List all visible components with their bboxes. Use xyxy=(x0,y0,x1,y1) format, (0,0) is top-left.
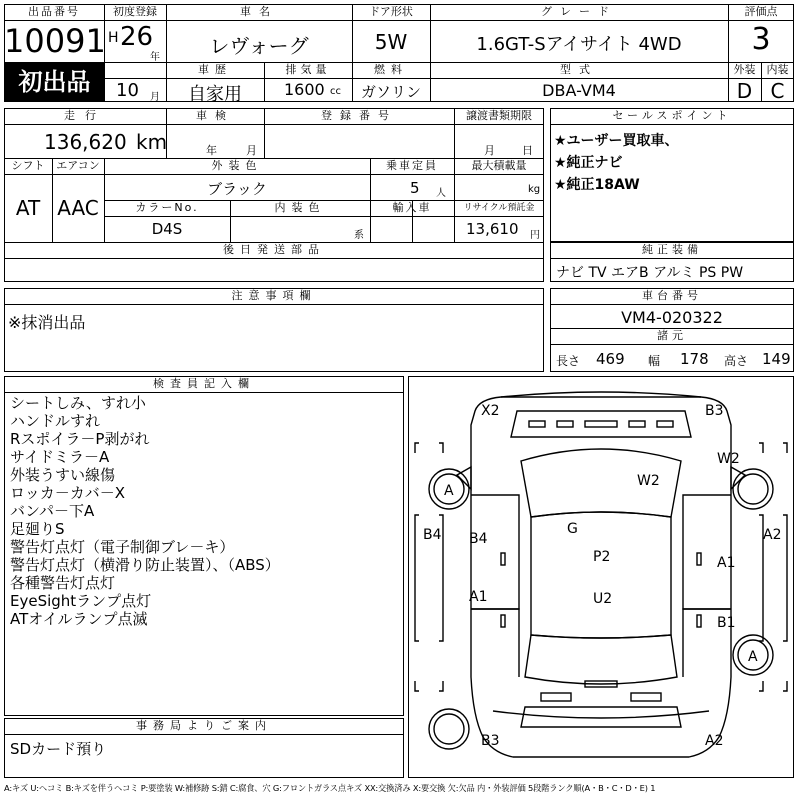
notes-label: 注意事項欄 xyxy=(231,289,317,302)
fuel-label: 燃料 xyxy=(374,63,408,76)
height-value: 149 xyxy=(762,350,791,368)
mark-a-left-wheel: A xyxy=(444,483,454,499)
load-label: 最大積載量 xyxy=(471,159,527,172)
first-reg-year: 26 xyxy=(120,22,154,52)
color-no-label: カラーNo. xyxy=(135,201,199,214)
mark-a2-right: A2 xyxy=(763,527,782,543)
recycle-unit: 円 xyxy=(530,230,540,241)
sales-point-1: ★ユーザー買取車、 xyxy=(554,133,679,149)
car-body-diagram xyxy=(409,377,793,777)
inspector-note: 警告灯点灯（横滑り防止装置）、（ABS） xyxy=(10,556,280,574)
office-label: 事務局よりご案内 xyxy=(136,719,272,732)
mark-b1-right: B1 xyxy=(717,615,736,631)
doors-label: ドア形状 xyxy=(369,5,413,18)
chassis-value: VM4-020322 xyxy=(621,308,723,327)
lot-number: 10091 xyxy=(4,22,106,60)
mileage-label: 走行 xyxy=(64,109,106,122)
ac-value: AAC xyxy=(57,196,99,220)
legend-text: A:キズ U:ヘコミ B:キズを伴うヘコミ P:要塗装 W:補修跡 S:錆 C:腐食、穴 G:フロントガラス点キズ XX:交換済み X:要交換 欠:欠品 内・外装評価 5段階ランク順(A・B・C・D・E) 1 xyxy=(4,783,656,793)
first-reg-label: 初度登録 xyxy=(113,5,157,18)
height-label: 高さ xyxy=(724,354,749,368)
mileage-value: 136,620 xyxy=(44,130,127,154)
mark-g: G xyxy=(567,521,578,537)
inspector-note: サイドミラ－A xyxy=(10,448,110,466)
equipment-value: ナビ TV エアB アルミ PS PW xyxy=(556,265,744,281)
first-reg-month-unit: 月 xyxy=(150,92,160,103)
inspector-note: 各種警告灯点灯 xyxy=(10,574,116,592)
displacement-value: 1600 xyxy=(284,80,325,99)
inspector-note: ハンドルすれ xyxy=(10,412,101,430)
capacity-value: 5 xyxy=(410,179,420,197)
history-label: 車歴 xyxy=(198,63,232,76)
rating-label: 評価点 xyxy=(744,5,778,18)
inspector-note: Rスポイラ－P剥がれ xyxy=(10,430,150,448)
mileage-unit: km xyxy=(136,130,168,154)
int-rating-label: 内装 xyxy=(766,63,789,76)
shift-label: シフト xyxy=(11,159,45,172)
inspector-note: バンパ－下A xyxy=(10,502,95,520)
first-reg-era: H xyxy=(108,30,119,46)
mark-u2: U2 xyxy=(593,591,613,607)
exterior-value: ブラック xyxy=(207,180,267,198)
mark-a2-bottom: A2 xyxy=(705,733,724,749)
car-name-label: 車名 xyxy=(240,5,278,18)
inspector-note: 外装うすい線傷 xyxy=(10,466,116,484)
car-name-value: レヴォーグ xyxy=(209,34,309,58)
body-outline xyxy=(471,397,731,757)
displacement-unit: cc xyxy=(330,86,341,97)
model-value: DBA-VM4 xyxy=(542,81,616,100)
recycle-value: 13,610 xyxy=(466,220,519,238)
transfer-day-unit: 日 xyxy=(522,144,533,157)
first-listing-badge: 初出品 xyxy=(5,63,104,101)
mark-b3-top: B3 xyxy=(705,403,724,419)
inspection-year-unit: 年 xyxy=(206,144,217,157)
transfer-label: 譲渡書類期限 xyxy=(466,109,532,122)
grade-label: グレード xyxy=(541,5,617,18)
inspector-note: シートしみ、すれ小 xyxy=(10,394,146,412)
equipment-label: 純正装備 xyxy=(642,243,702,256)
first-reg-month: 10 xyxy=(116,80,139,101)
length-label: 長さ xyxy=(556,354,581,368)
damage-diagram xyxy=(408,376,794,778)
later-parts-label: 後日発送部品 xyxy=(223,243,325,256)
interior-label: 内装色 xyxy=(274,201,326,214)
interior-unit: 系 xyxy=(354,230,364,241)
inspector-note: 足廻りS xyxy=(10,520,65,538)
mark-b4-outer: B4 xyxy=(423,527,442,543)
mark-a-right-wheel: A xyxy=(748,649,758,665)
exterior-label: 外装色 xyxy=(211,159,263,172)
int-rating-value: C xyxy=(770,79,785,103)
ext-rating-value: D xyxy=(736,79,753,103)
mark-a1-left: A1 xyxy=(469,589,488,605)
import-label: 輸入車 xyxy=(392,201,432,214)
rating-value: 3 xyxy=(751,22,771,57)
capacity-unit: 人 xyxy=(436,188,446,199)
sales-point-2: ★純正ナビ xyxy=(554,155,623,171)
history-value: 自家用 xyxy=(188,84,242,105)
mark-a1-right: A1 xyxy=(717,555,736,571)
wheel-front-right xyxy=(733,469,773,509)
capacity-label: 乗車定員 xyxy=(386,159,438,172)
mark-w2-center: W2 xyxy=(637,473,660,489)
displacement-label: 排気量 xyxy=(285,63,331,76)
fuel-value: ガソリン xyxy=(360,83,421,101)
wheel-rear-left xyxy=(429,709,469,749)
inspector-notes-list xyxy=(10,394,280,628)
ext-rating-label: 外装 xyxy=(733,63,756,76)
inspector-label: 検査員記入欄 xyxy=(153,377,255,390)
first-reg-year-unit: 年 xyxy=(150,52,160,63)
inspector-note: ATオイルランプ点滅 xyxy=(10,610,148,628)
mark-b3-bottom: B3 xyxy=(481,733,500,749)
inspector-note: 警告灯点灯（電子制御ブレ－キ） xyxy=(10,538,235,556)
mark-x2: X2 xyxy=(481,403,500,419)
color-no-value: D4S xyxy=(151,220,183,238)
sales-point-3: ★純正18AW xyxy=(554,177,640,193)
inspection-month-unit: 月 xyxy=(246,144,257,157)
mark-p2: P2 xyxy=(593,549,611,565)
doors-value: 5W xyxy=(374,30,408,54)
width-value: 178 xyxy=(680,350,709,368)
inspector-note: EyeSightランプ点灯 xyxy=(10,592,152,610)
grade-value: 1.6GT-Sアイサイト 4WD xyxy=(476,34,682,55)
office-value: SDカード預り xyxy=(10,740,107,758)
lot-label: 出品番号 xyxy=(28,5,80,18)
length-value: 469 xyxy=(596,350,625,368)
reg-no-label: 登録番号 xyxy=(321,109,397,122)
transfer-month-unit: 月 xyxy=(484,144,495,157)
roof xyxy=(531,512,671,638)
mark-w2-right: W2 xyxy=(717,451,740,467)
ac-label: エアコン xyxy=(56,159,100,172)
width-label: 幅 xyxy=(648,354,661,368)
load-unit: kg xyxy=(528,184,541,195)
sales-points-label: セールスポイント xyxy=(612,109,732,122)
model-label: 型式 xyxy=(560,63,598,76)
mark-b4-inner: B4 xyxy=(469,531,488,547)
dims-label: 諸元 xyxy=(657,329,687,342)
shift-value: AT xyxy=(15,196,41,220)
chassis-label: 車台番号 xyxy=(642,289,702,302)
notes-value: ※抹消出品 xyxy=(8,313,86,332)
inspector-note: ロッカ－カバ－X xyxy=(10,484,125,502)
inspection-label: 車検 xyxy=(196,109,234,122)
recycle-label: リサイクル預託金 xyxy=(463,203,535,213)
